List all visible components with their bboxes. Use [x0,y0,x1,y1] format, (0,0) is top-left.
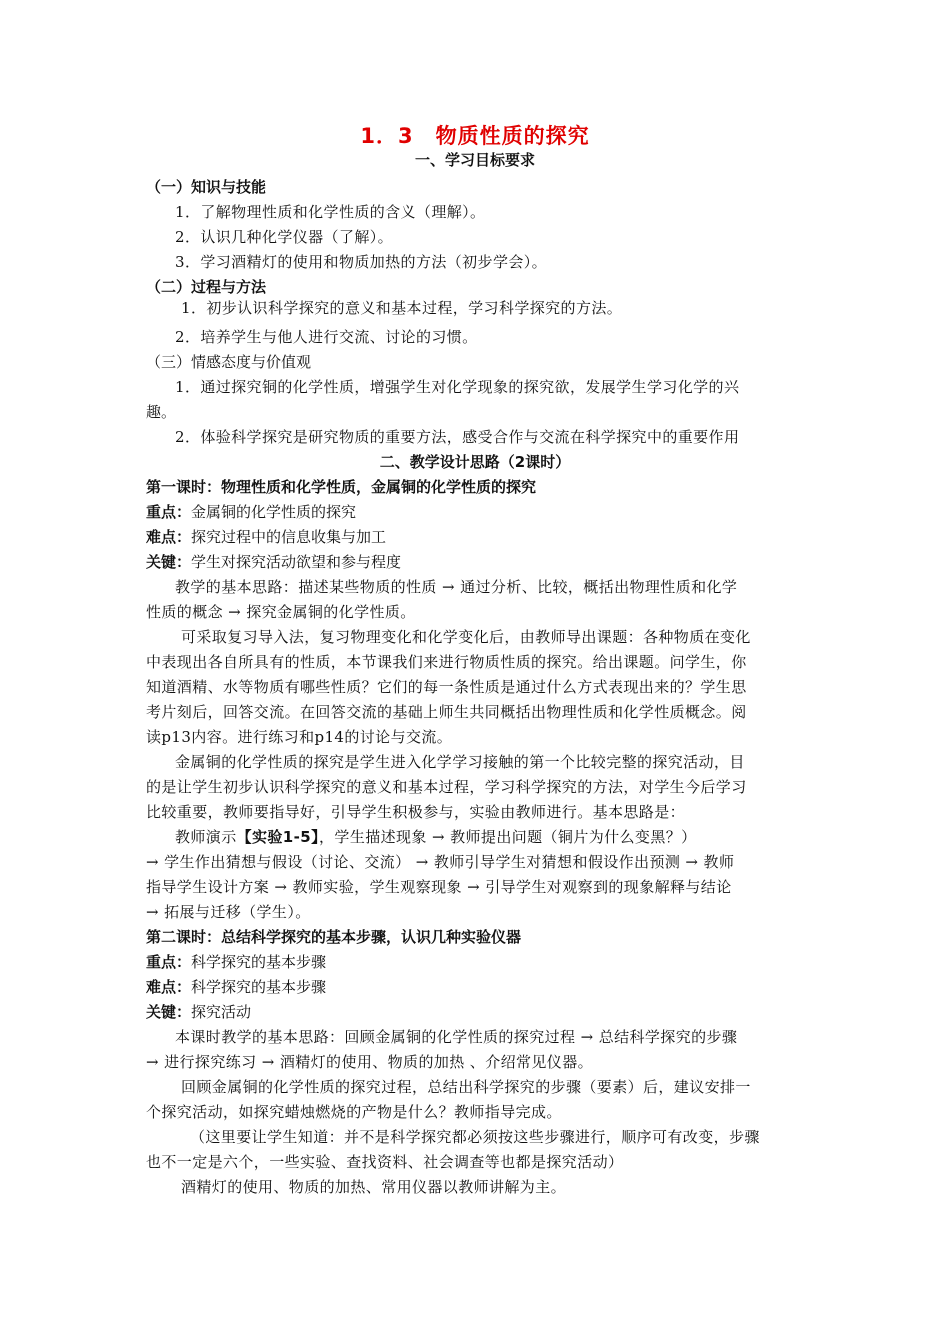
lesson1-para1-line1: 教学的基本思路：描述某些物质的性质 → 通过分析、比较，概括出物理性质和化学 [175,578,738,596]
para4-text-a: 教师演示 [175,828,237,846]
section2-heading: 二、教学设计思路（2课时） [379,453,571,471]
lesson2-key-label: 重点： [146,953,192,971]
lesson1-para3-line3: 比较重要，教师要指导好，引导学生积极参与，实验由教师进行。基本思路是： [146,803,686,821]
lesson1-difficulty [146,527,386,547]
lesson2-para3-line2: 也不一定是六个，一些实验、查找资料、社会调查等也都是探究活动） [146,1153,624,1171]
lesson2-difficulty-text: 科学探究的基本步骤 [191,978,327,996]
lesson2-key [146,952,326,972]
lesson1-crux [146,552,401,572]
document-title: 1．3 物质性质的探究 [360,124,590,148]
lesson2-crux-text: 探究活动 [191,1003,252,1021]
lesson1-difficulty-text: 探究过程中的信息收集与加工 [191,528,387,546]
lesson2-para3-line1: （这里要让学生知道：并不是科学探究都必须按这些步骤进行，顺序可有改变，步骤 [190,1128,760,1146]
experiment-label: 【实验1-5】 [236,828,320,846]
lesson1-para2-line4: 考片刻后，回答交流。在回答交流的基础上师生共同概括出物理性质和化学性质概念。阅 [146,703,747,721]
lesson1-para4-line1 [175,827,697,847]
sub2-item-1: 1．初步认识科学探究的意义和基本过程，学习科学探究的方法。 [181,299,623,317]
lesson1-crux-label: 关键： [146,553,192,571]
lesson2-crux-label: 关键： [146,1003,192,1021]
sub1-item-3: 3．学习酒精灯的使用和物质加热的方法（初步学会）。 [175,253,548,271]
sub1-item-1: 1．了解物理性质和化学性质的含义（理解）。 [175,203,486,221]
lesson1-para2-line1: 可采取复习导入法，复习物理变化和化学变化后，由教师导出课题：各种物质在变化 [181,628,751,646]
lesson2-para2-line2: 个探究活动，如探究蜡烛燃烧的产物是什么？教师指导完成。 [146,1103,562,1121]
lesson2-key-text: 科学探究的基本步骤 [191,953,327,971]
sub3-item-1-line1: 1．通过探究铜的化学性质，增强学生对化学现象的探究欲，发展学生学习化学的兴 [175,378,740,396]
sub3-item-1-line2: 趣。 [146,403,177,421]
lesson1-difficulty-label: 难点： [146,528,192,546]
lesson1-para2-line5: 读p13内容。进行练习和p14的讨论与交流。 [146,728,453,746]
lesson1-key [146,502,356,522]
sub3-item-2: 2．体验科学探究是研究物质的重要方法，感受合作与交流在科学探究中的重要作用 [175,428,740,446]
lesson1-heading: 第一课时：物理性质和化学性质，金属铜的化学性质的探究 [146,478,537,496]
lesson1-para4-line3: 指导学生设计方案 → 教师实验，学生观察现象 → 引导学生对观察到的现象解释与结论 [146,878,732,896]
lesson2-para4: 酒精灯的使用、物质的加热、常用仪器以教师讲解为主。 [181,1178,567,1196]
lesson1-key-text: 金属铜的化学性质的探究 [191,503,357,521]
sub3-heading: （三）情感态度与价值观 [146,353,312,371]
lesson1-para2-line2: 中表现出各自所具有的性质，本节课我们来进行物质性质的探究。给出课题。问学生，你 [146,653,747,671]
lesson1-para3-line2: 的是让学生初步认识科学探究的意义和基本过程，学习科学探究的方法，对学生今后学习 [146,778,747,796]
lesson1-para4-line4: → 拓展与迁移（学生）。 [146,903,311,921]
sub2-item-2: 2．培养学生与他人进行交流、讨论的习惯。 [175,328,478,346]
lesson1-para3-line1: 金属铜的化学性质的探究是学生进入化学学习接触的第一个比较完整的探究活动，目 [175,753,745,771]
lesson1-para2-line3: 知道酒精、水等物质有哪些性质？它们的每一条性质是通过什么方式表现出来的？学生思 [146,678,747,696]
lesson2-heading: 第二课时：总结科学探究的基本步骤，认识几种实验仪器 [146,928,522,946]
section1-heading: 一、学习目标要求 [414,151,535,169]
lesson2-para1-line1: 本课时教学的基本思路：回顾金属铜的化学性质的探究过程 → 总结科学探究的步骤 [175,1028,738,1046]
para4-text-c: ，学生描述现象 → 教师提出问题（铜片为什么变黑？） [319,828,697,846]
lesson2-para2-line1: 回顾金属铜的化学性质的探究过程，总结出科学探究的步骤（要素）后，建议安排一 [181,1078,751,1096]
lesson1-para1-line2: 性质的概念 → 探究金属铜的化学性质。 [146,603,416,621]
lesson1-key-label: 重点： [146,503,192,521]
lesson1-para4-line2: → 学生作出猜想与假设（讨论、交流） → 教师引导学生对猜想和假设作出预测 → 教师 [146,853,735,871]
sub2-heading: （二）过程与方法 [146,278,267,296]
lesson2-difficulty [146,977,326,997]
sub1-item-2: 2．认识几种化学仪器（了解）。 [175,228,394,246]
lesson1-crux-text: 学生对探究活动欲望和参与程度 [191,553,402,571]
lesson2-difficulty-label: 难点： [146,978,192,996]
lesson2-para1-line2: → 进行探究练习 → 酒精灯的使用、物质的加热 、介绍常见仪器。 [146,1053,594,1071]
sub1-heading: （一）知识与技能 [146,178,267,196]
lesson2-crux [146,1002,251,1022]
